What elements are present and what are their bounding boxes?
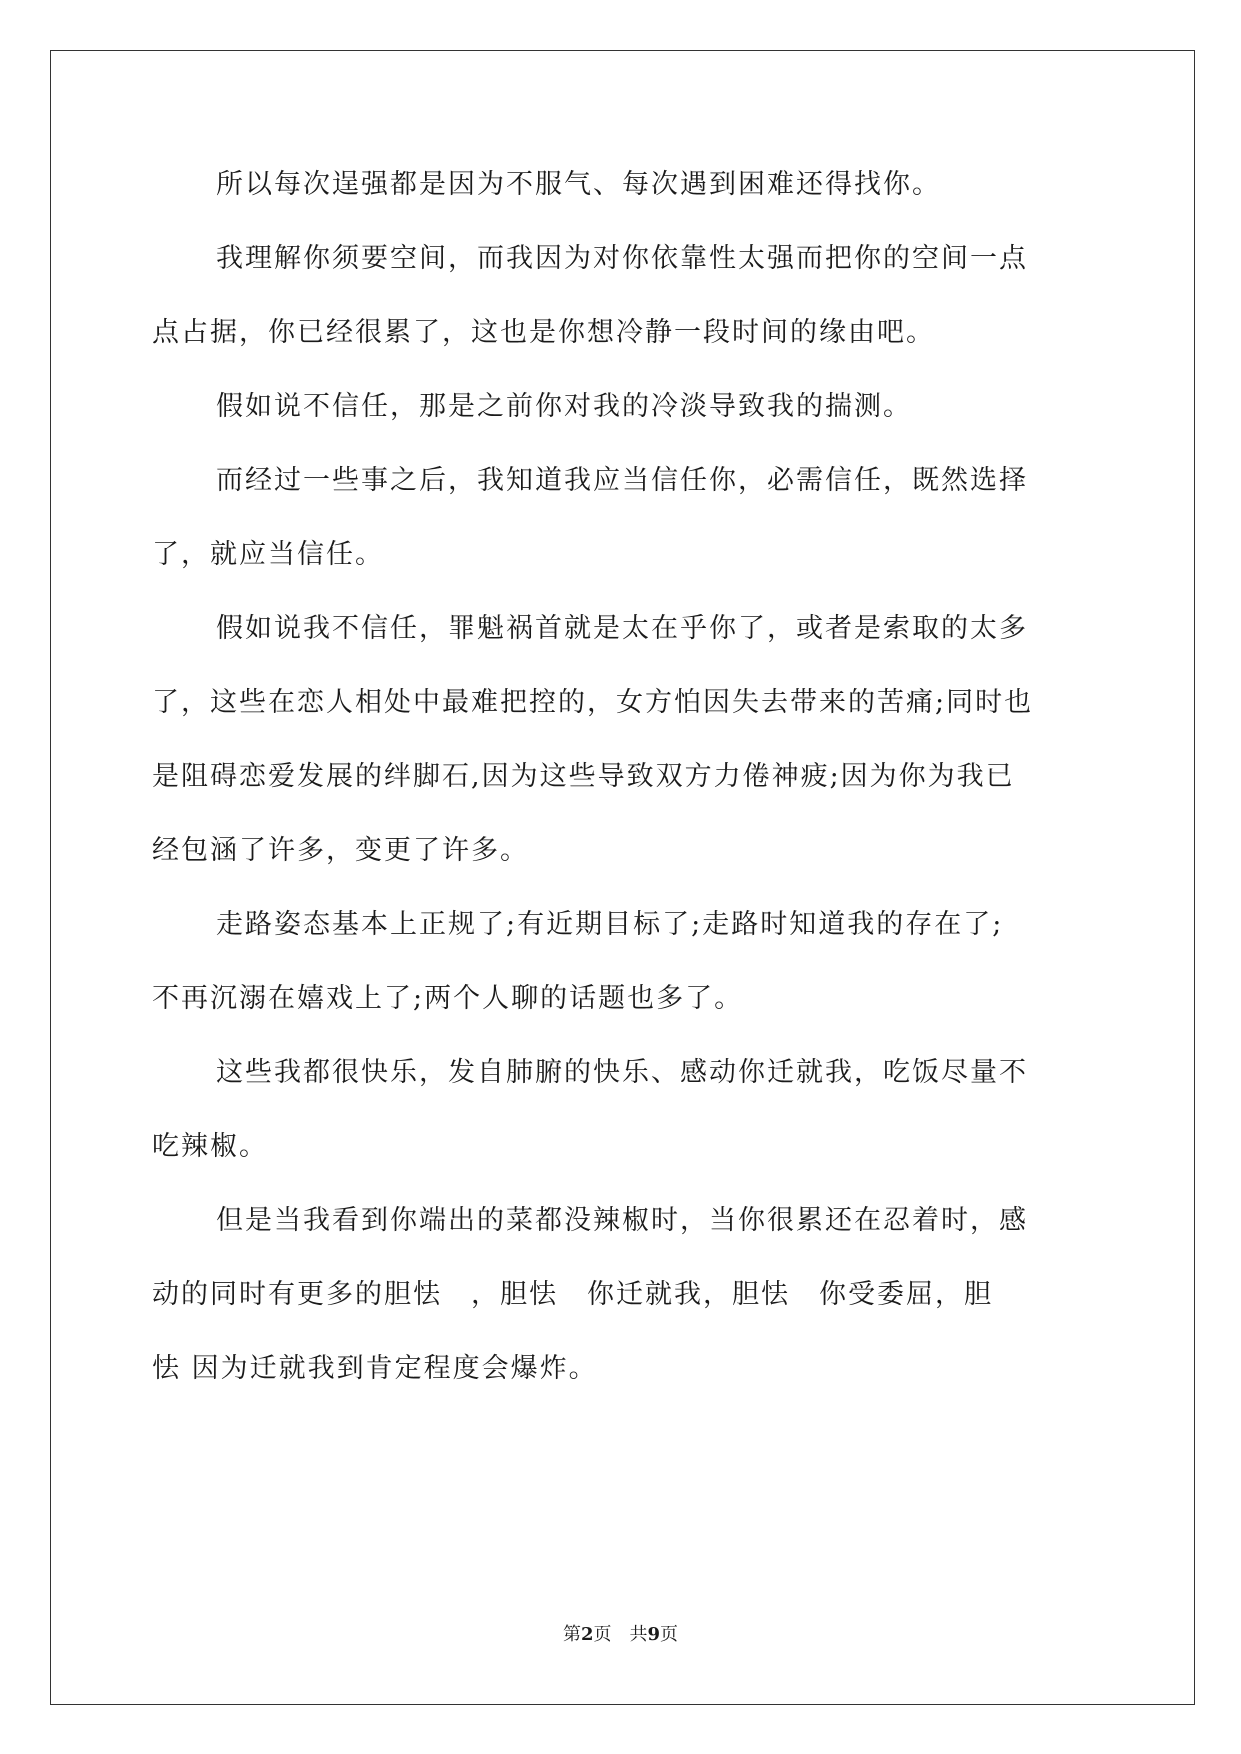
current-page-number: 2 [580,1624,594,1645]
paragraph-line: 不再沉溺在嬉戏上了;两个人聊的话题也多了。 [152,983,744,1014]
total-page-count: 9 [647,1624,661,1645]
paragraph-line: 是阻碍恋爱发展的绊脚石,因为这些导致双方力倦神疲;因为你为我已 [152,761,1015,792]
footer-total-prefix: 共 [629,1624,648,1645]
paragraph-line: 假如说不信任，那是之前你对我的冷淡导致我的揣测。 [216,391,912,422]
paragraph-line: 所以每次逞强都是因为不服气、每次遇到困难还得找你。 [216,169,941,200]
paragraph-line: 假如说我不信任，罪魁祸首就是太在乎你了，或者是索取的太多 [216,613,1028,644]
paragraph-line: 经包涵了许多，变更了许多。 [152,835,529,866]
page-border [50,50,1195,1705]
page-footer [0,1623,1241,1647]
paragraph-line: 而经过一些事之后，我知道我应当信任你，必需信任，既然选择 [216,465,1028,496]
paragraph-line: 吃辣椒。 [152,1131,268,1162]
footer-page-suffix: 页 [593,1624,612,1645]
footer-prefix: 第 [562,1624,581,1645]
paragraph-line: 怯 因为迁就我到肯定程度会爆炸。 [152,1353,598,1384]
footer-total-suffix: 页 [660,1624,679,1645]
paragraph-line: 了，就应当信任。 [152,539,384,570]
paragraph-line: 点占据，你已经很累了，这也是你想冷静一段时间的缘由吧。 [152,317,935,348]
paragraph-line: 这些我都很快乐，发自肺腑的快乐、感动你迁就我，吃饭尽量不 [216,1057,1028,1088]
paragraph-line: 了，这些在恋人相处中最难把控的，女方怕因失去带来的苦痛;同时也 [152,687,1034,718]
paragraph-line: 但是当我看到你端出的菜都没辣椒时，当你很累还在忍着时，感 [216,1205,1028,1236]
paragraph-line: 走路姿态基本上正规了;有近期目标了;走路时知道我的存在了; [216,909,1004,940]
paragraph-line: 动的同时有更多的胆怯 ，胆怯 你迁就我，胆怯 你受委屈，胆 [152,1279,993,1310]
paragraph-line: 我理解你须要空间，而我因为对你依靠性太强而把你的空间一点 [216,243,1028,274]
